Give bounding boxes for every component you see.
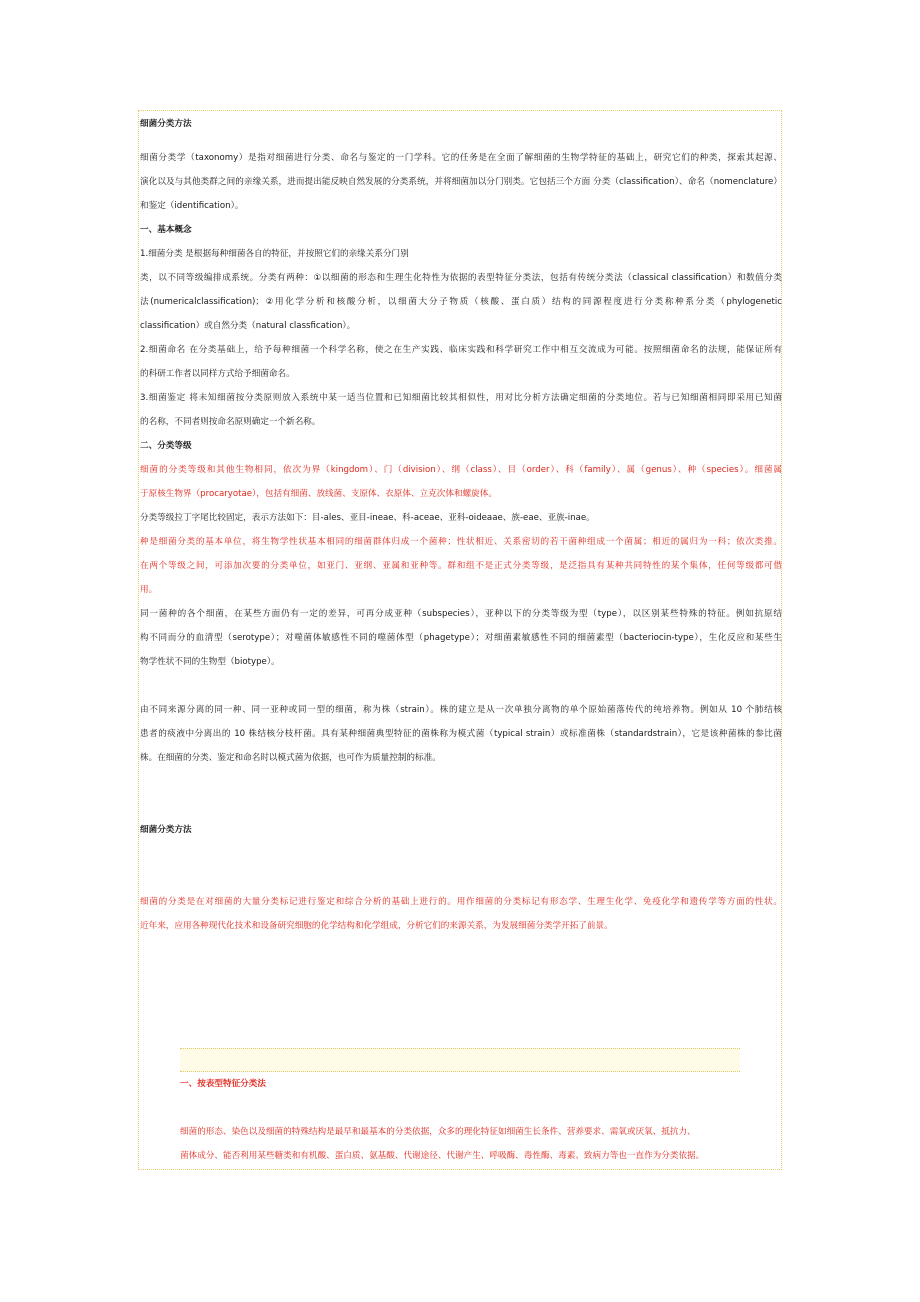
- section-title-2: 细菌分类方法: [140, 825, 192, 835]
- section2-red-line: 于原核生物界（procaryotae），包括有细菌、放线菌、支原体、衣原体、立克次体和螺旋体。: [140, 489, 497, 499]
- subspecies-line: 同一菌种的各个细菌，在某些方面仍有一定的差异，可再分成亚种（subspecies），亚种以下的分类等级为型（type），以区别某些特殊的特征。例如抗原结: [140, 609, 782, 619]
- subsection-heading: 一、按表型特征分类法: [180, 1079, 266, 1089]
- section2-red-line: 在两个等级之间，可添加次要的分类单位，如亚门、亚纲、亚属和亚种等。群和组不是正式分类等级，是泛指具有某种共同特性的某个集体，任何等级都可借: [140, 561, 782, 571]
- intro-line-2: 演化以及与其他类群之间的亲缘关系，进而提出能反映自然发展的分类系统，并将细菌加以分门别类。它包括三个方面 分类（classification）、命名（nomenclature）: [140, 177, 782, 187]
- section2-heading: 二、分类等级: [140, 441, 192, 451]
- subsection-line: 细菌的形态、染色以及细菌的特殊结构是最早和最基本的分类依据，众多的理化特征如细菌生长条件、营养要求、需氧或厌氧、抵抗力、: [180, 1127, 696, 1137]
- section2-red-line: 种是细菌分类的基本单位，将生物学性状基本相同的细菌群体归成一个菌种；性状相近、关系密切的若干菌种组成一个菌属；相近的属归为一科；依次类推。: [140, 537, 782, 547]
- section1-line: 类，以不同等级编排成系统。分类有两种：①以细菌的形态和生理生化特性为依据的表型特征分类法，包括有传统分类法（classical classification）和数值分类: [140, 273, 782, 283]
- section2-red-line: 细菌的分类等级和其他生物相同，依次为界（kingdom）、门（division）、纲（class）、目（order）、科（family）、属（genus）、种（species）。细菌属: [140, 465, 782, 475]
- section1-heading: 一、基本概念: [140, 225, 192, 235]
- latin-suffix-line: 分类等级拉丁字尾比较固定，表示方法如下：目-ales、亚目-ineae、科-aceae、亚科-oideaae、族-eae、亚族-inae。: [140, 513, 595, 523]
- intro-line-1: 细菌分类学（taxonomy）是指对细菌进行分类、命名与鉴定的一门学科。它的任务是在全面了解细菌的生物学特征的基础上，研究它们的种类，探索其起源、: [140, 153, 782, 163]
- subspecies-line: 物学性状不同的生物型（biotype）。: [140, 657, 280, 667]
- intro-line-3: 和鉴定（identification）。: [140, 201, 244, 211]
- strain-line: 患者的痰液中分离出的 10 株结核分枝杆菌。具有某种细菌典型特征的菌株称为模式菌（typical strain）或标准菌株（standardstrain），它是该种菌株的参比菌: [140, 729, 782, 739]
- strain-line: 株。在细菌的分类、鉴定和命名时以模式菌为依据，也可作为质量控制的标准。: [140, 753, 441, 763]
- subspecies-line: 构不同而分的血清型（serotype）；对噬菌体敏感性不同的噬菌体型（phagetype）；对细菌素敏感性不同的细菌素型（bacteriocin-type），生化反应和某些生: [140, 633, 782, 643]
- red-para-line: 细菌的分类是在对细菌的大量分类标记进行鉴定和综合分析的基础上进行的。用作细菌的分类标记有形态学、生理生化学、免疫化学和遗传学等方面的性状。: [140, 897, 782, 907]
- section1-line: 的科研工作者以同样方式给予细菌命名。: [140, 369, 295, 379]
- red-para-line: 近年来，应用各种现代化技术和设备研究细胞的化学结构和化学组成，分析它们的来源关系，为发展细菌分类学开拓了前景。: [140, 921, 613, 931]
- page-title: 细菌分类方法: [140, 119, 192, 129]
- section1-line: 1.细菌分类 是根据每种细菌各自的特征，并按照它们的亲缘关系分门别: [140, 249, 409, 259]
- section1-line: 法(numericalclassification)；②用化学分析和核酸分析，以细菌大分子物质（核酸、蛋白质）结构的同源程度进行分类称种系分类（phylogenetic: [140, 297, 782, 307]
- highlight-bar: [180, 1048, 740, 1072]
- subsection-line: 菌体成分、能否利用某些糖类和有机酸、蛋白质、氨基酸、代谢途径、代谢产生、呼吸酶、毒性酶、毒素、致病力等也一直作为分类依据。: [180, 1151, 705, 1161]
- strain-line: 由不同来源分离的同一种、同一亚种或同一型的细菌，称为株（strain）。株的建立是从一次单独分离物的单个原始菌落传代的纯培养物。例如从 10 个肺结核: [140, 705, 782, 715]
- section1-line: 的名称，不同者则按命名原则确定一个新名称。: [140, 417, 321, 427]
- section1-line: 3.细菌鉴定 将未知细菌按分类原则放入系统中某一适当位置和已知细菌比较其相似性，用对比分析方法确定细菌的分类地位。若与已知细菌相同即采用已知菌: [140, 393, 782, 403]
- section1-line: 2.细菌命名 在分类基础上，给予每种细菌一个科学名称，使之在生产实践、临床实践和科学研究工作中相互交流成为可能。按照细菌命名的法规，能保证所有: [140, 345, 782, 355]
- section2-red-line: 用。: [140, 585, 158, 595]
- section1-line: classification）或自然分类（natural classfication）。: [140, 321, 356, 331]
